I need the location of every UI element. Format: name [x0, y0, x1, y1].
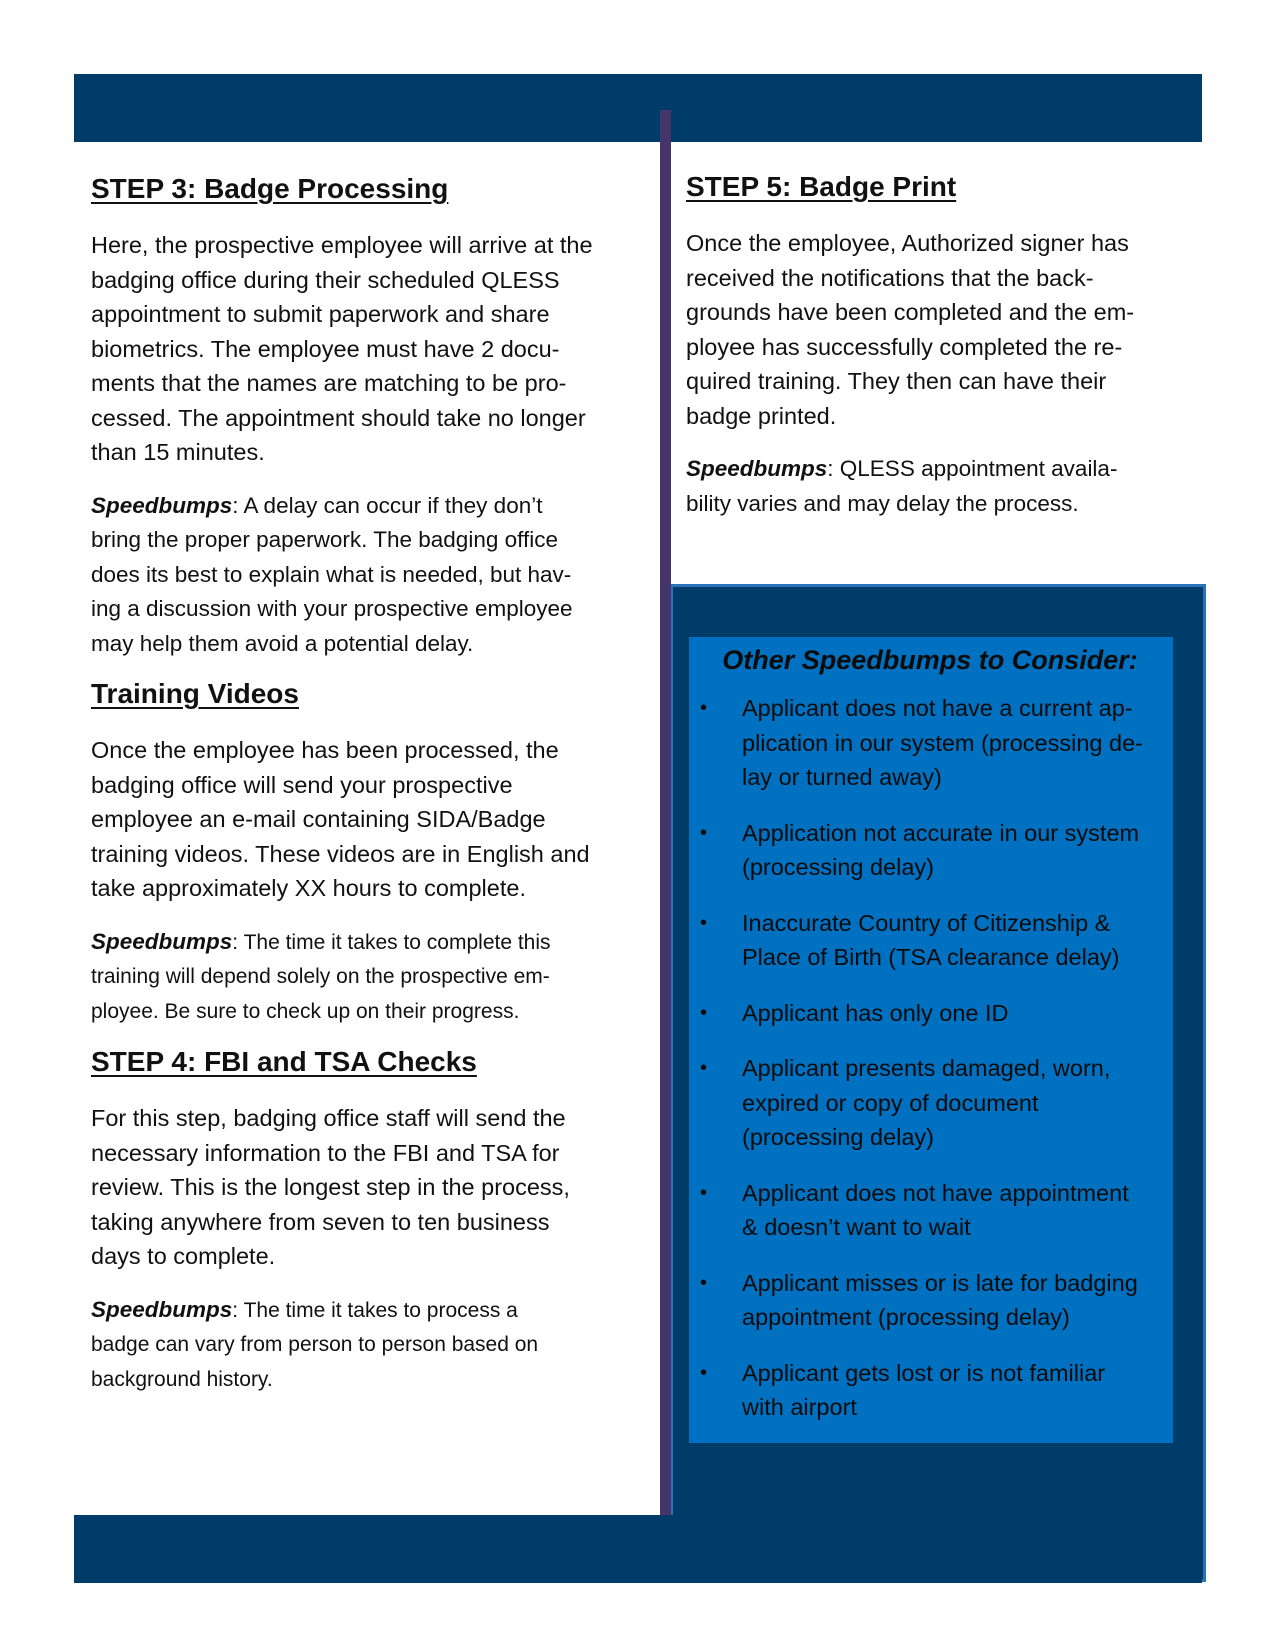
item-line: Application not accurate in our system [742, 819, 1140, 846]
speedbump-line: : A delay can occur if they don’t [232, 492, 543, 518]
step5-line: grounds have been completed and the em- [686, 299, 1135, 325]
header-bar [74, 74, 1202, 142]
list-item [697, 1051, 1163, 1155]
item-line: (processing delay) [742, 854, 935, 880]
item-line: Applicant has only one ID [742, 999, 1009, 1026]
step5-body [686, 226, 1176, 433]
item-line: Applicant does not have appointment [742, 1179, 1129, 1206]
footer-bar [74, 1515, 1202, 1583]
training-line: Once the employee has been processed, the [91, 737, 559, 763]
speedbumps-label: Speedbumps [91, 492, 233, 518]
step4-line: taking anywhere from seven to ten business [91, 1208, 550, 1235]
speedbump-line: training will depend solely on the prospective em- [91, 965, 550, 988]
training-body [91, 733, 641, 906]
step4-line: review. This is the longest step in the process, [91, 1174, 570, 1200]
list-item [697, 1356, 1163, 1425]
list-item [697, 691, 1163, 795]
other-speedbumps-callout [689, 637, 1173, 1443]
bullet-icon: • [700, 1057, 708, 1079]
callout-title: Other Speedbumps to Consider: [722, 645, 1138, 675]
step3-line: Here, the prospective employee will arrive at the [91, 232, 593, 258]
step3-line: cessed. The appointment should take no longer [91, 404, 586, 431]
list-item [697, 906, 1163, 975]
column-divider [660, 110, 671, 1516]
speedbump-list [697, 691, 1163, 1425]
item-line: expired or copy of document [742, 1089, 1039, 1116]
training-line: badging office will send your prospective [91, 771, 513, 798]
step4-heading: STEP 4: FBI and TSA Checks [91, 1046, 477, 1077]
list-item [697, 1266, 1163, 1335]
item-line: (processing delay) [742, 1124, 935, 1150]
step4-line: days to complete. [91, 1243, 276, 1269]
step5-heading: STEP 5: Badge Print [686, 171, 957, 202]
speedbump-line: : The time it takes to complete this [232, 930, 551, 954]
step4-speedbumps [91, 1293, 641, 1398]
training-speedbumps [91, 925, 641, 1030]
speedbump-line: bring the proper paperwork. The badging office [91, 527, 558, 552]
speedbump-line: ing a discussion with your prospective employee [91, 596, 573, 621]
bullet-icon: • [700, 697, 708, 719]
list-item [697, 1176, 1163, 1245]
speedbump-line: may help them avoid a potential delay. [91, 630, 474, 656]
step5-speedbumps [686, 452, 1176, 521]
step4-line: For this step, badging office staff will send the [91, 1105, 566, 1131]
list-item [697, 996, 1163, 1031]
item-line: Applicant does not have a current ap- [742, 695, 1133, 721]
item-line: Inaccurate Country of Citizenship & [742, 909, 1111, 936]
speedbumps-label: Speedbumps [91, 928, 233, 954]
training-heading: Training Videos [91, 678, 299, 709]
training-line: employee an e-mail containing SIDA/Badge [91, 806, 546, 832]
bullet-icon: • [700, 1001, 708, 1024]
item-line: Applicant presents damaged, worn, [742, 1055, 1111, 1081]
step3-line: appointment to submit paperwork and share [91, 301, 550, 327]
speedbump-line: ployee. Be sure to check up on their progress. [91, 999, 520, 1023]
bullet-icon: • [700, 821, 708, 844]
step4-line: necessary information to the FBI and TSA for [91, 1139, 560, 1166]
item-line: plication in our system (processing de- [742, 729, 1143, 756]
item-line: with airport [742, 1394, 857, 1420]
step5-line: quired training. They then can have their [686, 368, 1107, 394]
step3-heading: STEP 3: Badge Processing [91, 173, 449, 204]
item-line: & doesn’t want to wait [742, 1214, 971, 1240]
speedbump-line: : QLESS appointment availa- [827, 456, 1118, 481]
step3-line: biometrics. The employee must have 2 docu- [91, 335, 560, 362]
step3-line: than 15 minutes. [91, 439, 265, 465]
step5-line: received the notifications that the back- [686, 264, 1094, 291]
speedbump-line: bility varies and may delay the process. [686, 490, 1079, 516]
step3-line: badging office during their scheduled QLESS [91, 266, 560, 293]
bullet-icon: • [700, 1271, 708, 1294]
speedbump-line: does its best to explain what is needed, but hav- [91, 561, 572, 587]
step5-line: ployee has successfully completed the re- [686, 333, 1123, 360]
step3-body [91, 228, 641, 470]
speedbump-line: background history. [91, 1367, 273, 1391]
step4-body [91, 1101, 641, 1274]
speedbumps-label: Speedbumps [686, 456, 828, 481]
item-line: lay or turned away) [742, 764, 942, 790]
left-column [91, 172, 641, 1397]
item-line: appointment (processing delay) [742, 1304, 1070, 1330]
step5-line: badge printed. [686, 402, 837, 429]
training-line: training videos. These videos are in English and [91, 840, 590, 867]
list-item [697, 816, 1163, 885]
step3-speedbumps [91, 489, 641, 662]
bullet-icon: • [700, 1361, 708, 1384]
speedbumps-label: Speedbumps [91, 1296, 233, 1322]
training-line: take approximately XX hours to complete. [91, 875, 526, 901]
bullet-icon: • [700, 911, 708, 934]
speedbump-line: : The time it takes to process a [232, 1298, 518, 1322]
item-line: Applicant misses or is late for badging [742, 1269, 1138, 1296]
step5-line: Once the employee, Authorized signer has [686, 230, 1129, 256]
speedbump-line: badge can vary from person to person based on [91, 1333, 539, 1356]
item-line: Applicant gets lost or is not familiar [742, 1359, 1106, 1386]
bullet-icon: • [700, 1181, 708, 1204]
item-line: Place of Birth (TSA clearance delay) [742, 944, 1120, 970]
step3-line: ments that the names are matching to be pro- [91, 370, 567, 396]
right-column [686, 170, 1176, 521]
